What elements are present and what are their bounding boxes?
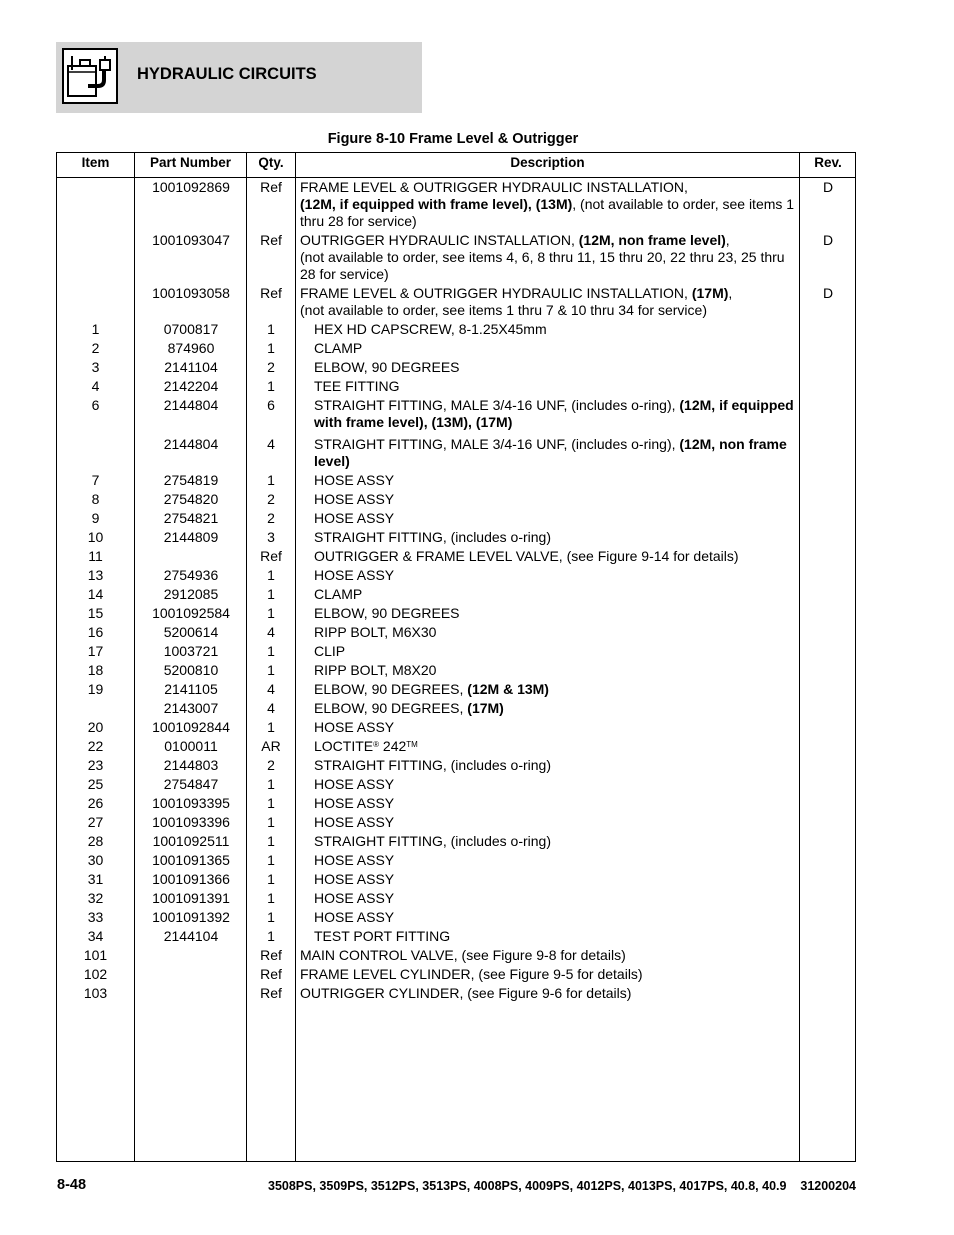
description-text: OUTRIGGER CYLINDER, (see Figure 9-6 for details)	[300, 985, 632, 1001]
part-description	[314, 700, 796, 717]
quantity: 2	[267, 491, 275, 507]
column-header-part-number: Part Number	[149, 155, 232, 170]
quantity: 1	[267, 662, 275, 678]
description-text: FRAME LEVEL & OUTRIGGER HYDRAULIC INSTALLATION,	[300, 285, 692, 301]
hydraulic-reservoir-icon	[62, 48, 118, 104]
description-text: STRAIGHT FITTING, (includes o-ring)	[314, 833, 552, 849]
item-number: 2	[91, 340, 100, 356]
part-description	[314, 738, 796, 755]
table-row	[57, 338, 855, 357]
description-text: ELBOW, 90 DEGREES	[314, 605, 460, 621]
description-text: (12M, if equipped with frame level), (13M), (17M)	[314, 397, 794, 430]
footer-model-list: 3508PS, 3509PS, 3512PS, 3513PS, 4008PS, 4009PS, 4012PS, 4013PS, 4017PS, 40.8, 40.9	[268, 1179, 787, 1193]
part-description	[300, 179, 796, 230]
item-number: 19	[87, 681, 104, 697]
item-number: 15	[87, 605, 104, 621]
part-number: 5200614	[163, 624, 219, 640]
part-description	[314, 871, 796, 888]
part-number: 2141105	[164, 681, 218, 697]
table-body	[57, 177, 855, 1002]
part-number: 1001092584	[152, 605, 230, 621]
part-description	[314, 586, 796, 603]
table-row	[57, 565, 855, 584]
quantity: Ref	[260, 285, 282, 301]
part-number: 2754847	[163, 776, 219, 792]
table-row	[57, 945, 855, 964]
item-number: 102	[83, 966, 108, 982]
quantity: 1	[267, 833, 275, 849]
description-text: HOSE ASSY	[314, 795, 395, 811]
table-row	[57, 679, 855, 698]
item-number: 4	[91, 378, 100, 394]
quantity: Ref	[260, 985, 282, 1001]
item-number: 18	[87, 662, 104, 678]
column-header-description: Description	[510, 155, 585, 170]
table-row	[57, 546, 855, 565]
item-number: 13	[87, 567, 104, 583]
description-text: ELBOW, 90 DEGREES	[314, 359, 460, 375]
part-description	[314, 795, 796, 812]
quantity: 1	[267, 643, 275, 659]
quantity: 1	[267, 472, 275, 488]
part-number: 874960	[167, 340, 215, 356]
description-text: STRAIGHT FITTING, MALE 3/4-16 UNF, (includes o-ring),	[314, 436, 680, 452]
table-row	[57, 774, 855, 793]
part-number: 1001091365	[152, 852, 230, 868]
description-text: (not available to order, see items 1 thru 7 & 10 thru 34 for service)	[300, 302, 707, 318]
quantity: 1	[267, 378, 275, 394]
description-text: HOSE ASSY	[314, 491, 395, 507]
quantity: 1	[267, 814, 275, 830]
quantity: 1	[267, 909, 275, 925]
description-text: (17M)	[691, 285, 729, 301]
table-row	[57, 470, 855, 489]
quantity: 2	[267, 757, 275, 773]
description-text: CLAMP	[314, 340, 363, 356]
description-text: HOSE ASSY	[314, 890, 395, 906]
part-number: 2754936	[163, 567, 219, 583]
table-row	[57, 431, 855, 470]
description-text: (12M & 13M)	[467, 681, 549, 697]
item-number: 6	[91, 397, 100, 413]
parts-table	[56, 152, 856, 1162]
description-text: TEE FITTING	[314, 378, 400, 394]
table-row	[57, 283, 855, 319]
table-row	[57, 736, 855, 755]
item-number: 28	[87, 833, 104, 849]
table-row	[57, 888, 855, 907]
item-number: 26	[87, 795, 104, 811]
table-row	[57, 584, 855, 603]
description-text: STRAIGHT FITTING, (includes o-ring)	[314, 529, 552, 545]
part-number: 2754820	[163, 491, 219, 507]
item-number: 9	[91, 510, 100, 526]
description-text: (17M)	[467, 700, 504, 716]
table-row	[57, 622, 855, 641]
table-row	[57, 869, 855, 888]
quantity: Ref	[260, 947, 282, 963]
table-row	[57, 357, 855, 376]
item-number: 10	[87, 529, 104, 545]
item-number: 27	[87, 814, 104, 830]
quantity: 1	[267, 340, 275, 356]
quantity: Ref	[260, 966, 282, 982]
description-text: (12M, non frame level)	[314, 436, 787, 469]
quantity: Ref	[260, 232, 282, 248]
table-row	[57, 489, 855, 508]
description-text: OUTRIGGER HYDRAULIC INSTALLATION,	[300, 232, 579, 248]
table-row	[57, 964, 855, 983]
part-description	[314, 909, 796, 926]
part-description	[314, 397, 796, 431]
description-text: ELBOW, 90 DEGREES,	[314, 681, 468, 697]
description-text: (12M, non frame level)	[578, 232, 726, 248]
part-description	[314, 436, 796, 470]
table-row	[57, 850, 855, 869]
item-number: 7	[91, 472, 100, 488]
part-description	[314, 890, 796, 907]
description-text: LOCTITE	[314, 738, 374, 754]
part-number: 2144809	[163, 529, 219, 545]
part-description	[314, 529, 796, 546]
part-description	[300, 285, 796, 319]
part-description	[314, 928, 796, 945]
description-text: CLAMP	[314, 586, 363, 602]
item-number: 31	[87, 871, 104, 887]
description-text: TEST PORT FITTING	[314, 928, 451, 944]
quantity: 1	[267, 586, 275, 602]
part-number: 1001092511	[152, 833, 230, 849]
table-row	[57, 660, 855, 679]
trademark-mark: ®	[373, 740, 380, 749]
table-row	[57, 376, 855, 395]
part-number: 0100011	[164, 738, 218, 754]
part-number: 1001093395	[152, 795, 230, 811]
item-number: 16	[87, 624, 104, 640]
item-number: 23	[87, 757, 104, 773]
part-number: 1001093396	[152, 814, 230, 830]
part-description	[314, 378, 796, 395]
description-text: HOSE ASSY	[314, 871, 395, 887]
item-number: 32	[87, 890, 104, 906]
part-description	[314, 852, 796, 869]
table-row	[57, 698, 855, 717]
quantity: 6	[267, 397, 275, 413]
part-description	[314, 510, 796, 527]
table-row	[57, 641, 855, 660]
part-number: 1003721	[163, 643, 219, 659]
table-row	[57, 831, 855, 850]
part-number: 1001093047	[152, 232, 230, 248]
item-number: 101	[83, 947, 108, 963]
table-row	[57, 926, 855, 945]
part-number: 1001092869	[152, 179, 230, 195]
quantity: 1	[267, 871, 275, 887]
column-header-qty: Qty.	[258, 155, 284, 170]
description-text: HOSE ASSY	[314, 567, 395, 583]
description-text: MAIN CONTROL VALVE, (see Figure 9-8 for details)	[300, 947, 626, 963]
description-text: STRAIGHT FITTING, MALE 3/4-16 UNF, (includes o-ring),	[314, 397, 680, 413]
item-number: 1	[91, 321, 100, 337]
part-number: 2141104	[164, 359, 218, 375]
quantity: 1	[267, 928, 275, 944]
part-description	[314, 624, 796, 641]
table-row	[57, 717, 855, 736]
part-number: 0700817	[163, 321, 219, 337]
table-row	[57, 907, 855, 926]
revision: D	[822, 232, 834, 248]
item-number: 34	[87, 928, 104, 944]
description-text: STRAIGHT FITTING, (includes o-ring)	[314, 757, 552, 773]
quantity: Ref	[260, 179, 282, 195]
trademark-mark: TM	[406, 740, 418, 749]
footer-models	[268, 1179, 856, 1193]
description-text: FRAME LEVEL CYLINDER, (see Figure 9-5 for details)	[300, 966, 643, 982]
item-number: 11	[88, 548, 103, 564]
part-description	[314, 491, 796, 508]
description-text: HOSE ASSY	[314, 719, 395, 735]
quantity: 1	[267, 776, 275, 792]
quantity: 3	[267, 529, 275, 545]
quantity: 4	[267, 700, 275, 716]
description-text: ,	[725, 232, 730, 248]
part-number: 1001093058	[152, 285, 230, 301]
part-number: 1001092844	[152, 719, 230, 735]
part-description	[314, 662, 796, 679]
part-number: 5200810	[163, 662, 219, 678]
part-description	[314, 321, 796, 338]
part-number: 2144803	[163, 757, 219, 773]
part-description	[314, 719, 796, 736]
table-header-row	[57, 153, 855, 178]
quantity: 1	[267, 795, 275, 811]
item-number: 3	[91, 359, 100, 375]
item-number: 8	[91, 491, 100, 507]
item-number: 22	[87, 738, 104, 754]
description-text: HOSE ASSY	[314, 814, 395, 830]
column-header-rev: Rev.	[814, 155, 842, 170]
revision: D	[822, 285, 834, 301]
description-text: HEX HD CAPSCREW, 8-1.25X45mm	[314, 321, 547, 337]
description-text: (12M, if equipped with frame level), (13M)	[300, 196, 573, 212]
description-text: (not available to order, see items 4, 6, 8 thru 11, 15 thru 20, 22 thru 23, 25 thru 28 for service)	[300, 249, 785, 282]
table-row	[57, 983, 855, 1002]
quantity: 4	[267, 624, 275, 640]
part-number: 1001091391	[152, 890, 230, 906]
table-row	[57, 508, 855, 527]
description-text: HOSE ASSY	[314, 472, 395, 488]
part-description	[300, 947, 796, 964]
description-text: ELBOW, 90 DEGREES,	[314, 700, 468, 716]
part-description	[314, 776, 796, 793]
part-description	[314, 681, 796, 698]
part-number: 2144804	[163, 436, 219, 452]
table-row	[57, 527, 855, 546]
part-number: 1001091366	[152, 871, 230, 887]
description-text: , (not available to order, see items 1 thru 28 for service)	[300, 196, 795, 229]
section-title: HYDRAULIC CIRCUITS	[137, 65, 317, 83]
quantity: 4	[267, 436, 275, 452]
part-number: 2754821	[163, 510, 219, 526]
item-number: 25	[87, 776, 104, 792]
item-number: 33	[87, 909, 104, 925]
description-text: OUTRIGGER & FRAME LEVEL VALVE, (see Figure 9-14 for details)	[314, 548, 739, 564]
part-description	[314, 605, 796, 622]
quantity: 1	[267, 890, 275, 906]
item-number: 103	[83, 985, 108, 1001]
table-row	[57, 755, 855, 774]
part-number: 2144804	[163, 397, 219, 413]
quantity: 1	[267, 567, 275, 583]
item-number: 20	[87, 719, 104, 735]
quantity: 1	[267, 321, 275, 337]
description-text: HOSE ASSY	[314, 776, 395, 792]
part-description	[314, 340, 796, 357]
part-description	[314, 814, 796, 831]
quantity: 2	[267, 359, 275, 375]
part-number: 2754819	[163, 472, 219, 488]
figure-title: Figure 8-10 Frame Level & Outrigger	[327, 131, 579, 147]
part-description	[314, 548, 796, 565]
description-text: CLIP	[314, 643, 346, 659]
table-row	[57, 395, 855, 431]
table-row	[57, 177, 855, 230]
table-row	[57, 319, 855, 338]
part-number: 2912085	[163, 586, 219, 602]
part-number: 1001091392	[152, 909, 230, 925]
description-text: 242	[379, 738, 407, 754]
table-row	[57, 793, 855, 812]
description-text: RIPP BOLT, M8X20	[314, 662, 437, 678]
table-row	[57, 603, 855, 622]
description-text: FRAME LEVEL & OUTRIGGER HYDRAULIC INSTALLATION,	[300, 179, 688, 195]
part-description	[314, 833, 796, 850]
part-number: 2142204	[163, 378, 219, 394]
part-description	[300, 966, 796, 983]
page-number: 8-48	[57, 1177, 87, 1193]
description-text: ,	[728, 285, 733, 301]
quantity: 1	[267, 852, 275, 868]
description-text: RIPP BOLT, M6X30	[314, 624, 437, 640]
revision: D	[822, 179, 834, 195]
footer-doc-number: 31200204	[800, 1179, 856, 1193]
item-number: 30	[87, 852, 104, 868]
description-text: HOSE ASSY	[314, 852, 395, 868]
quantity: AR	[261, 738, 281, 754]
part-description	[300, 985, 796, 1002]
part-description	[314, 359, 796, 376]
quantity: 1	[267, 719, 275, 735]
table-row	[57, 230, 855, 283]
quantity: 2	[267, 510, 275, 526]
part-description	[314, 643, 796, 660]
part-description	[314, 567, 796, 584]
item-number: 14	[87, 586, 104, 602]
part-description	[314, 757, 796, 774]
item-number: 17	[87, 643, 104, 659]
description-text: HOSE ASSY	[314, 909, 395, 925]
part-description	[300, 232, 796, 283]
part-number: 2143007	[163, 700, 219, 716]
table-row	[57, 812, 855, 831]
quantity: 1	[267, 605, 275, 621]
quantity: Ref	[260, 548, 282, 564]
description-text: HOSE ASSY	[314, 510, 395, 526]
column-header-item: Item	[81, 155, 110, 170]
quantity: 4	[267, 681, 275, 697]
part-description	[314, 472, 796, 489]
part-number: 2144104	[163, 928, 219, 944]
